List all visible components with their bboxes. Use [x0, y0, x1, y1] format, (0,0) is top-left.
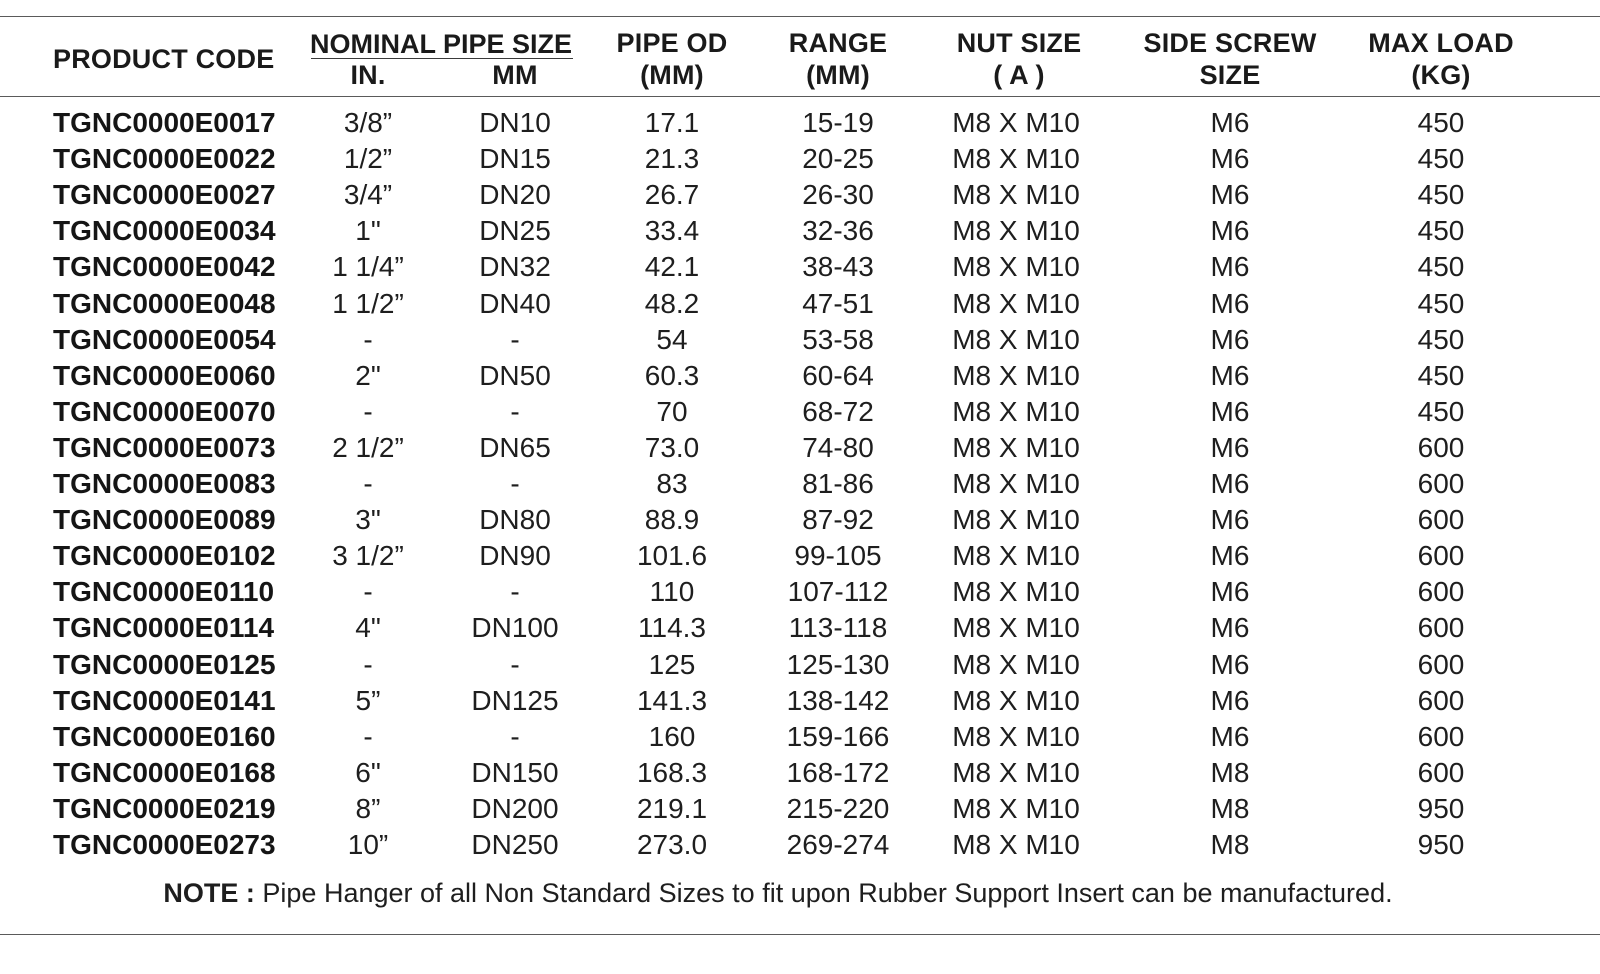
cell-side-screw-size: M6 [1210, 612, 1250, 644]
cell-product-code: TGNC0000E0110 [53, 576, 275, 608]
cell-inch-size: 2" [355, 359, 381, 391]
cell-pipe-od: 70 [656, 395, 688, 427]
cell-side-screw-size: M6 [1210, 720, 1250, 752]
cell-mm-size: - [510, 323, 520, 355]
cell-mm-size: - [510, 468, 520, 499]
cell-max-load: 950 [1417, 829, 1465, 860]
cell-pipe-od: 54 [656, 323, 688, 355]
cell-product-code: TGNC0000E0168 [53, 756, 276, 788]
header-bottom-rule [0, 96, 1600, 97]
cell-range: 38-43 [802, 251, 874, 283]
cell-nut-size: M8 X M10 [952, 720, 1080, 752]
cell-range: 68-72 [802, 395, 874, 427]
cell-mm-size: - [510, 576, 520, 608]
cell-range: 113-118 [788, 612, 888, 644]
cell-side-screw-size: M6 [1210, 287, 1250, 319]
cell-max-load: 450 [1417, 107, 1465, 138]
cell-mm-size: DN20 [479, 179, 551, 211]
cell-nut-size: M8 X M10 [952, 612, 1080, 644]
cell-pipe-od: 160 [648, 720, 696, 752]
cell-range: 168-172 [786, 756, 890, 788]
cell-max-load: 600 [1417, 684, 1465, 716]
cell-pipe-od: 110 [649, 576, 695, 608]
cell-inch-size: 3/8” [343, 107, 393, 138]
cell-product-code: TGNC0000E0083 [53, 468, 276, 499]
cell-range: 60-64 [802, 359, 874, 391]
cell-nut-size: M8 X M10 [952, 792, 1080, 824]
table-row [0, 177, 1600, 213]
header-product-code: PRODUCT CODE [53, 44, 275, 74]
table-row [0, 430, 1600, 466]
cell-side-screw-size: M8 [1210, 756, 1250, 788]
cell-product-code: TGNC0000E0027 [53, 179, 276, 211]
cell-product-code: TGNC0000E0060 [53, 359, 276, 391]
cell-mm-size: DN15 [479, 143, 551, 175]
cell-nut-size: M8 X M10 [952, 323, 1080, 355]
cell-side-screw-size: M8 [1210, 829, 1250, 860]
cell-product-code: TGNC0000E0070 [53, 395, 276, 427]
cell-max-load: 600 [1417, 504, 1465, 536]
table-row [0, 322, 1600, 358]
cell-side-screw-size: M6 [1210, 107, 1250, 138]
cell-product-code: TGNC0000E0017 [53, 107, 276, 138]
cell-side-screw-size: M8 [1210, 792, 1250, 824]
cell-pipe-od: 141.3 [636, 684, 708, 716]
header-nut-size-line1: NUT SIZE [956, 28, 1082, 58]
cell-range: 215-220 [786, 792, 890, 824]
cell-side-screw-size: M6 [1210, 504, 1250, 536]
cell-nut-size: M8 X M10 [952, 215, 1080, 247]
cell-inch-size: 1 1/4” [332, 251, 404, 283]
cell-mm-size: DN80 [479, 504, 551, 536]
header-nut-size [957, 27, 1082, 91]
cell-side-screw-size: M6 [1210, 251, 1250, 283]
table-row [0, 249, 1600, 285]
cell-nut-size: M8 X M10 [952, 576, 1080, 608]
cell-nut-size: M8 X M10 [952, 107, 1080, 138]
cell-pipe-od: 17.1 [644, 107, 700, 138]
cell-product-code: TGNC0000E0042 [53, 251, 276, 283]
cell-inch-size: 10” [347, 829, 389, 860]
cell-mm-size: DN90 [479, 540, 551, 572]
cell-nut-size: M8 X M10 [952, 648, 1080, 680]
header-side-screw-line2: SIZE [1199, 60, 1261, 90]
cell-side-screw-size: M6 [1210, 143, 1250, 175]
cell-pipe-od: 101.6 [636, 540, 708, 572]
cell-pipe-od: 26.7 [644, 179, 700, 211]
cell-product-code: TGNC0000E0073 [53, 431, 276, 463]
table-bottom-rule [0, 934, 1600, 935]
cell-inch-size: - [363, 323, 373, 355]
cell-inch-size: 5” [355, 684, 381, 716]
cell-side-screw-size: M6 [1210, 431, 1250, 463]
cell-max-load: 450 [1417, 215, 1465, 247]
header-side-screw-line1: SIDE SCREW [1143, 28, 1317, 58]
cell-product-code: TGNC0000E0141 [53, 684, 276, 716]
cell-pipe-od: 73.0 [644, 431, 700, 463]
cell-inch-size: 1 1/2” [332, 287, 404, 319]
cell-nut-size: M8 X M10 [952, 395, 1080, 427]
cell-range: 125-130 [786, 648, 890, 680]
cell-max-load: 600 [1417, 756, 1465, 788]
cell-nut-size: M8 X M10 [952, 468, 1080, 499]
header-max-load [1368, 27, 1514, 91]
cell-pipe-od: 88.9 [644, 504, 700, 536]
cell-side-screw-size: M6 [1210, 540, 1250, 572]
cell-inch-size: - [363, 576, 373, 608]
cell-range: 47-51 [802, 287, 874, 319]
cell-side-screw-size: M6 [1210, 215, 1250, 247]
cell-side-screw-size: M6 [1210, 179, 1250, 211]
cell-inch-size: - [363, 468, 373, 499]
cell-product-code: TGNC0000E0034 [53, 215, 276, 247]
cell-range: 26-30 [802, 179, 874, 211]
table-row [0, 213, 1600, 249]
header-mm: MM [492, 60, 538, 90]
cell-side-screw-size: M6 [1210, 395, 1250, 427]
cell-mm-size: DN25 [479, 215, 551, 247]
cell-side-screw-size: M6 [1210, 468, 1250, 499]
cell-max-load: 450 [1417, 323, 1465, 355]
note-label: NOTE : [163, 878, 255, 908]
cell-max-load: 600 [1417, 576, 1465, 608]
cell-inch-size: - [363, 395, 373, 427]
cell-mm-size: - [510, 720, 520, 752]
cell-max-load: 450 [1417, 143, 1465, 175]
table-row [0, 105, 1600, 141]
cell-mm-size: - [510, 648, 520, 680]
header-range-line2: (MM) [806, 60, 870, 90]
cell-side-screw-size: M6 [1210, 648, 1250, 680]
header-pipe-od-line1: PIPE OD [616, 28, 728, 58]
cell-nut-size: M8 X M10 [952, 540, 1080, 572]
table-row [0, 538, 1600, 574]
cell-inch-size: 3/4” [343, 179, 393, 211]
cell-range: 32-36 [802, 215, 874, 247]
cell-pipe-od: 273.0 [636, 829, 708, 860]
cell-range: 138-142 [786, 684, 890, 716]
cell-range: 159-166 [786, 720, 890, 752]
cell-mm-size: - [510, 395, 520, 427]
cell-nut-size: M8 X M10 [952, 143, 1080, 175]
cell-range: 87-92 [802, 504, 874, 536]
table-row [0, 610, 1600, 646]
cell-inch-size: 8” [355, 792, 381, 824]
table-row [0, 394, 1600, 430]
cell-mm-size: DN65 [479, 431, 551, 463]
table-row [0, 358, 1600, 394]
cell-pipe-od: 219.1 [636, 792, 708, 824]
header-max-load-line1: MAX LOAD [1368, 28, 1514, 58]
header-range [789, 27, 888, 91]
cell-range: 20-25 [802, 143, 874, 175]
cell-product-code: TGNC0000E0054 [53, 323, 276, 355]
cell-product-code: TGNC0000E0022 [53, 143, 276, 175]
header-nut-size-line2: ( A ) [993, 60, 1045, 90]
footnote [163, 875, 1392, 911]
cell-range: 15-19 [802, 107, 874, 138]
cell-product-code: TGNC0000E0089 [53, 504, 276, 536]
cell-range: 269-274 [786, 829, 890, 860]
cell-mm-size: DN40 [479, 287, 551, 319]
cell-mm-size: DN150 [471, 756, 559, 788]
header-pipe-od-line2: (MM) [640, 60, 704, 90]
cell-nut-size: M8 X M10 [952, 756, 1080, 788]
cell-nut-size: M8 X M10 [952, 431, 1080, 463]
cell-inch-size: 1" [355, 215, 381, 247]
cell-max-load: 450 [1417, 251, 1465, 283]
cell-product-code: TGNC0000E0114 [53, 612, 275, 644]
header-side-screw-size [1143, 27, 1316, 91]
cell-product-code: TGNC0000E0273 [53, 829, 276, 860]
cell-mm-size: DN32 [479, 251, 551, 283]
cell-max-load: 600 [1417, 720, 1465, 752]
cell-nut-size: M8 X M10 [952, 179, 1080, 211]
cell-pipe-od: 83 [656, 468, 688, 499]
cell-inch-size: 6" [355, 756, 381, 788]
cell-pipe-od: 33.4 [644, 215, 700, 247]
cell-inch-size: 1/2” [343, 143, 393, 175]
cell-pipe-od: 60.3 [644, 359, 700, 391]
header-in: IN. [350, 60, 386, 90]
cell-max-load: 600 [1417, 612, 1465, 644]
cell-max-load: 450 [1417, 179, 1465, 211]
cell-nut-size: M8 X M10 [952, 504, 1080, 536]
cell-range: 53-58 [802, 323, 874, 355]
header-max-load-line2: (KG) [1411, 60, 1471, 90]
cell-inch-size: 3 1/2” [332, 540, 404, 572]
cell-inch-size: 3" [355, 504, 381, 536]
cell-side-screw-size: M6 [1210, 359, 1250, 391]
cell-range: 81-86 [802, 468, 874, 499]
table-row [0, 286, 1600, 322]
table-row [0, 791, 1600, 827]
cell-product-code: TGNC0000E0125 [53, 648, 276, 680]
table-row [0, 755, 1600, 791]
cell-mm-size: DN200 [471, 792, 559, 824]
cell-product-code: TGNC0000E0160 [53, 720, 276, 752]
cell-product-code: TGNC0000E0048 [53, 287, 276, 319]
cell-pipe-od: 42.1 [644, 251, 700, 283]
table-row [0, 647, 1600, 683]
note-text: Pipe Hanger of all Non Standard Sizes to fit upon Rubber Support Insert can be manufactured. [254, 878, 1393, 908]
cell-max-load: 600 [1417, 648, 1465, 680]
cell-range: 99-105 [794, 540, 882, 572]
table-row [0, 502, 1600, 538]
cell-max-load: 450 [1417, 287, 1465, 319]
table-row [0, 827, 1600, 863]
cell-max-load: 450 [1417, 359, 1465, 391]
cell-product-code: TGNC0000E0102 [53, 540, 276, 572]
header-range-line1: RANGE [788, 28, 888, 58]
table-row [0, 719, 1600, 755]
cell-nut-size: M8 X M10 [952, 287, 1080, 319]
cell-max-load: 600 [1417, 540, 1465, 572]
cell-side-screw-size: M6 [1210, 323, 1250, 355]
table-row [0, 683, 1600, 719]
cell-inch-size: - [363, 648, 373, 680]
cell-side-screw-size: M6 [1210, 576, 1250, 608]
cell-pipe-od: 168.3 [636, 756, 708, 788]
cell-inch-size: - [363, 720, 373, 752]
cell-nut-size: M8 X M10 [952, 359, 1080, 391]
cell-pipe-od: 48.2 [644, 287, 700, 319]
header-pipe-od [617, 27, 728, 91]
cell-max-load: 950 [1417, 792, 1465, 824]
cell-mm-size: DN125 [471, 684, 559, 716]
cell-range: 74-80 [802, 431, 874, 463]
cell-mm-size: DN50 [479, 359, 551, 391]
table-top-rule [0, 16, 1600, 17]
cell-max-load: 600 [1417, 468, 1465, 499]
cell-mm-size: DN250 [471, 829, 559, 860]
cell-nut-size: M8 X M10 [952, 829, 1080, 860]
cell-nut-size: M8 X M10 [952, 251, 1080, 283]
cell-product-code: TGNC0000E0219 [53, 792, 276, 824]
table-row [0, 141, 1600, 177]
cell-range: 107-112 [787, 576, 889, 608]
cell-mm-size: DN10 [479, 107, 551, 138]
cell-inch-size: 2 1/2” [332, 431, 404, 463]
cell-pipe-od: 114.3 [638, 612, 706, 644]
cell-pipe-od: 21.3 [644, 143, 700, 175]
table-row [0, 466, 1600, 502]
cell-inch-size: 4" [355, 612, 381, 644]
cell-max-load: 450 [1417, 395, 1465, 427]
cell-side-screw-size: M6 [1210, 684, 1250, 716]
cell-nut-size: M8 X M10 [952, 684, 1080, 716]
header-nominal-pipe-size: NOMINAL PIPE SIZE [309, 29, 573, 59]
table-row [0, 574, 1600, 610]
cell-pipe-od: 125 [648, 648, 696, 680]
cell-max-load: 600 [1417, 431, 1465, 463]
cell-mm-size: DN100 [471, 612, 559, 644]
